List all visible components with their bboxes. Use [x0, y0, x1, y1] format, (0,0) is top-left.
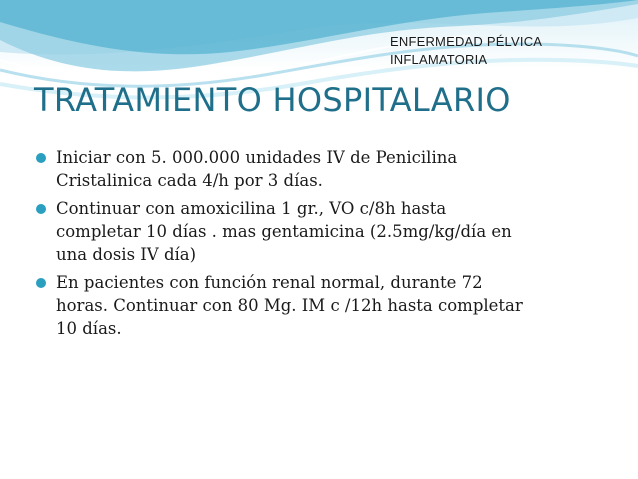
bullet-item — [36, 197, 616, 266]
bullet-text-line: Iniciar con 5. 000.000 unidades IV de Penicilina — [56, 148, 458, 167]
topic-label-line-1: ENFERMEDAD PÉLVICA — [390, 34, 543, 49]
bullet-text-line: una dosis IV día) — [56, 245, 197, 264]
decorative-wave-header — [0, 0, 638, 150]
bullet-icon — [36, 153, 46, 163]
bullet-text-line: En pacientes con función renal normal, durante 72 — [56, 273, 483, 292]
bullet-text-line: Continuar con amoxicilina 1 gr., VO c/8h hasta — [56, 199, 447, 218]
bullet-text-line: horas. Continuar con 80 Mg. IM c /12h hasta completar — [56, 296, 523, 315]
slide-title: TRATAMIENTO HOSPITALARIO — [34, 81, 511, 119]
bullet-list — [36, 146, 616, 345]
bullet-text-line: Cristalinica cada 4/h por 3 días. — [56, 171, 323, 190]
bullet-text-line: completar 10 días . mas gentamicina (2.5mg/kg/día en — [56, 222, 512, 241]
topic-label-line-2: INFLAMATORIA — [390, 52, 488, 67]
bullet-text-line: 10 días. — [56, 319, 122, 338]
bullet-item — [36, 146, 616, 192]
bullet-icon — [36, 204, 46, 214]
bullet-icon — [36, 278, 46, 288]
bullet-item — [36, 271, 616, 340]
topic-label — [390, 33, 630, 69]
